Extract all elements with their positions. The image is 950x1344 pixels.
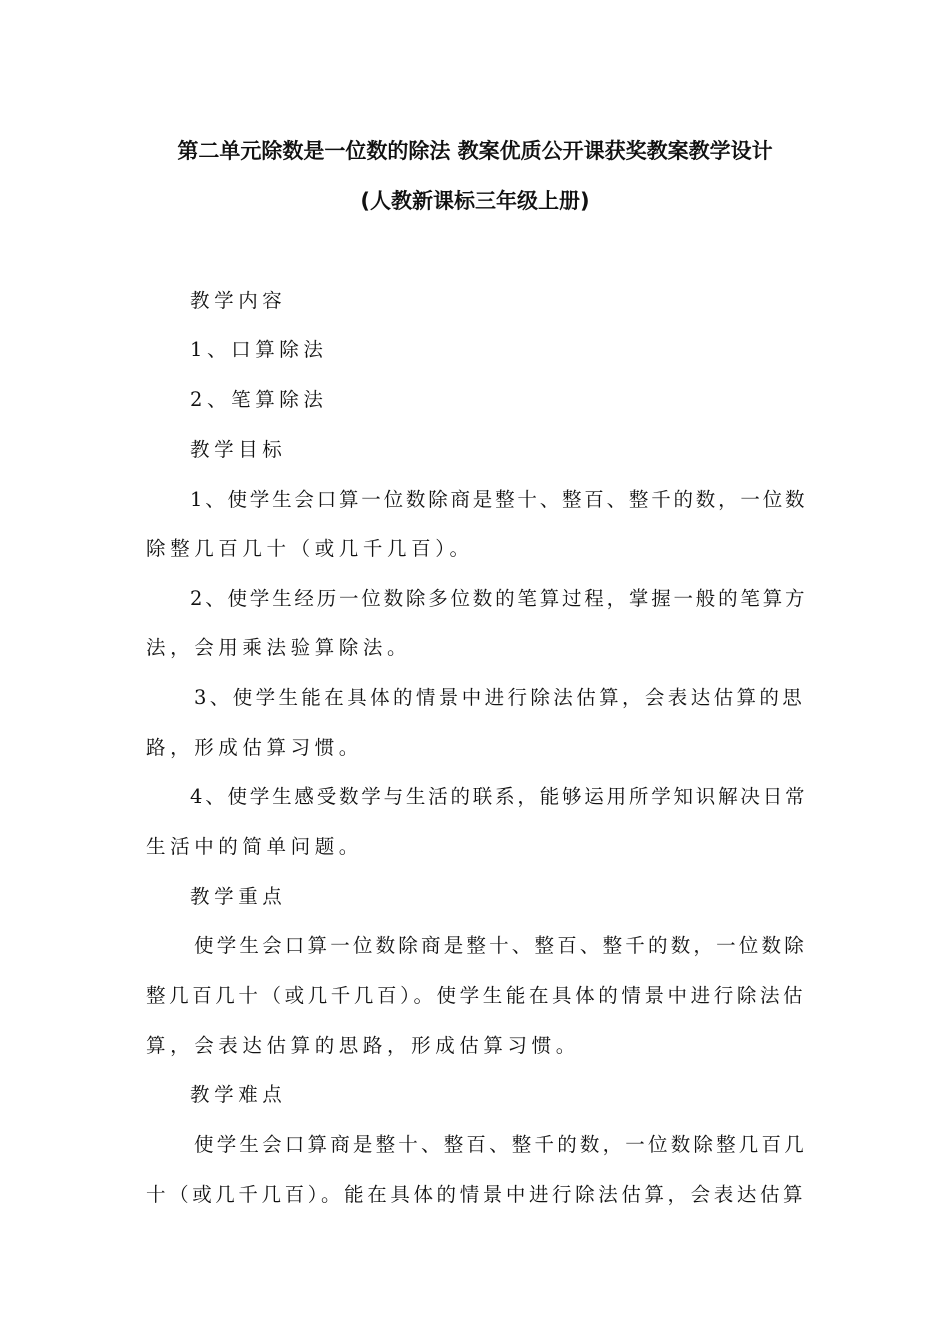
list-item: 1、口算除法	[190, 338, 328, 361]
section-heading-goals: 教学目标	[190, 438, 287, 461]
paragraph-line: 4、使学生感受数学与生活的联系，能够运用所学知识解决日常	[190, 785, 808, 808]
paragraph-line: 十（或几千几百）。能在具体的情景中进行除法估算，会表达估算	[146, 1183, 807, 1206]
paragraph-line: 2、使学生经历一位数除多位数的笔算过程，掌握一般的笔算方	[190, 587, 808, 610]
paragraph-line: 3、使学生能在具体的情景中进行除法估算，会表达估算的思	[194, 686, 806, 709]
paragraph-line: 生活中的简单问题。	[146, 835, 363, 858]
list-item: 2、笔算除法	[190, 388, 328, 411]
paragraph-line: 算，会表达估算的思路，形成估算习惯。	[146, 1034, 580, 1057]
paragraph-line: 使学生会口算商是整十、整百、整千的数，一位数除整几百几	[194, 1133, 807, 1156]
paragraph-line: 1、使学生会口算一位数除商是整十、整百、整千的数，一位数	[190, 488, 808, 511]
paragraph-line: 整几百几十（或几千几百）。使学生能在具体的情景中进行除法估	[146, 984, 807, 1007]
document-subtitle: (人教新课标三年级上册)	[360, 189, 590, 213]
paragraph-line: 法，会用乘法验算除法。	[146, 636, 412, 659]
paragraph-line: 除整几百几十（或几千几百）。	[146, 537, 474, 560]
paragraph-line: 路，形成估算习惯。	[146, 736, 363, 759]
section-heading-key-points: 教学重点	[190, 885, 287, 908]
section-heading-content: 教学内容	[190, 289, 287, 312]
paragraph-line: 使学生会口算一位数除商是整十、整百、整千的数，一位数除	[194, 934, 807, 957]
document-title: 第二单元除数是一位数的除法 教案优质公开课获奖教案教学设计	[177, 139, 773, 163]
section-heading-difficulties: 教学难点	[190, 1083, 287, 1106]
